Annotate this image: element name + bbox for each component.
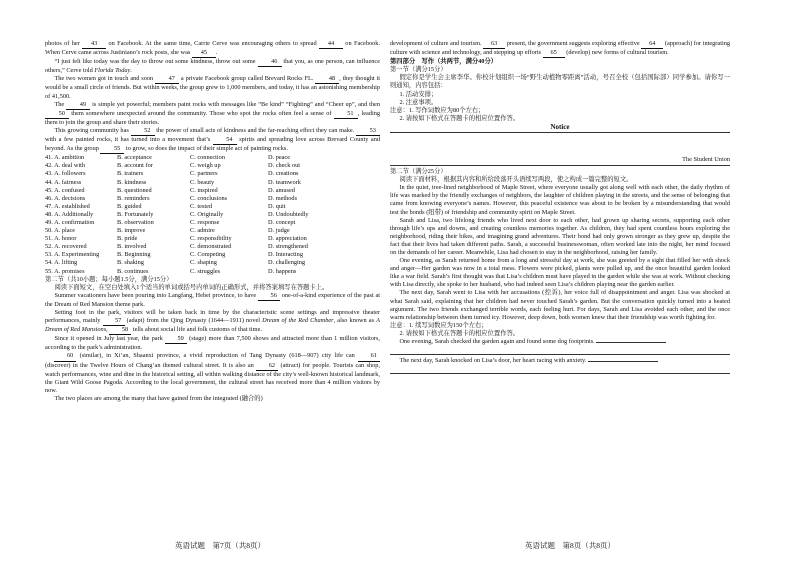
option: C. conclusions <box>190 194 228 202</box>
option: B. trainers <box>117 170 144 178</box>
writing-section1-instructions: 假定你是学生会主席李华。你校计划组织一场“野生动植物零距离”活动，号召全校（包括国际部）同学参加。请你写一则通知，内容包括： <box>390 74 730 90</box>
grammar-paragraph-1: Summer vacationers have been pouring into Langfang, Hebei province, to have 56 one-of-a-kind experience of the past at the Dream of Red Mansion theme park. <box>45 291 380 308</box>
blank-63: 63 <box>483 40 505 49</box>
grammar-paragraph-3: Since it opened in July last year, the park 59 (stage) more than 7,500 shows and attracted more than 1 million visitors, according to the park’s administration. <box>45 335 380 352</box>
blank-57: 57 <box>103 317 125 326</box>
option: D. Interacting <box>268 251 303 259</box>
option: C. responsibility <box>190 235 232 243</box>
cloze-paragraph-3: The two women got in touch and soon 47 a private Facebook group called Brevard Rocks FL. 48 , they thought it would be a small circle of friends. But within weeks, the group grew to 1,000 members, and today, it has an astonishing membership of 41,500. <box>45 75 380 100</box>
option: 50. A. place <box>45 227 76 235</box>
option: 55. A. promises <box>45 267 85 275</box>
option: C. response <box>190 218 220 226</box>
part4-title: 第四部分 写作（共两节，满分40分） <box>390 58 498 66</box>
answer-line <box>390 346 730 355</box>
blank-56: 56 <box>258 292 280 301</box>
writing-notes-2: 注意：1. 续写词数应为150个左右； <box>390 321 488 329</box>
option: 41. A. ambition <box>45 154 85 162</box>
blank-43: 43 <box>82 40 106 49</box>
answer-line <box>588 361 658 362</box>
cloze-paragraph-1: photos of her 43 on Facebook. At the same time, Carrie Cerve was encouraging others to spread 44 on Facebook. When Cerve came across Justiniano’s rock posts, she was 45 . <box>45 40 380 58</box>
cloze-paragraph-2: “I just felt like today was the day to throw out some kindness, throw out some 46 that you, as one person, can influence others,” Cerve told Florida Today. <box>45 58 380 75</box>
option: 46. A. decisions <box>45 194 86 202</box>
right-column <box>390 40 730 376</box>
cloze-options <box>45 154 380 275</box>
option: D. Undoubtedly <box>268 210 309 218</box>
blank-46: 46 <box>258 58 282 67</box>
blank-50: 50 <box>45 110 69 119</box>
option: 52. A. recovered <box>45 243 87 251</box>
option: D. amused <box>268 186 295 194</box>
answer-line <box>390 365 730 374</box>
option: D. challenging <box>268 259 306 267</box>
writing-note: 2. 请按如下格式在答题卡的相应位置作答。 <box>399 329 520 337</box>
story-paragraph-1: In the quiet, tree-lined neighborhood of Maple Street, where everyone usually got along well with each other, the daily rhythm of life was marked by the friendly exchanges of neighbors, the laughter of children playing in the streets, and the sense of belonging that came from knowing everyone’s names. However, this peaceful existence was about to be broken by a misunderstanding that would test the bonds (纽带) of friendship and community spirit on Maple Street. <box>390 184 730 216</box>
writing-section1-title: 第一节（满分15分） <box>390 66 447 74</box>
story-paragraph-2: Sarah and Lisa, two lifelong friends who lived next door to each other, had grown up sharing secrets, supporting each other through life’s ups and downs, and creating countless memories together. As children, they had spent countless hours exploring the neighborhood, riding their bikes, and imagining grand adventures. Their bond had only grown stronger as they grew up, despite the fact that their lives had taken different paths. Sarah, a successful businesswoman, often worked late into the night, her mind focused on the demands of her career. Meanwhile, Lisa had chosen to stay in the neighborhood, raising her family. <box>390 216 730 256</box>
story-paragraph-4: The next day, Sarah went to Lisa with her accusations (控诉), her voice full of disappointment and anger. Lisa was shocked at what Sarah said, explaining that her children had never touched Sarah’s garden. But the conversation quickly turned into a heated argument. The two friends exchanged terrible words, each feeling hurt. For days, Sarah and Lisa avoided each other, and the once warm relationship between them turned icy. However, deep down, both women knew that their friendship was worth fighting for. <box>390 289 730 321</box>
notice-answer-area <box>390 132 730 166</box>
option: B. involved <box>117 243 147 251</box>
option: B. guided <box>117 202 142 210</box>
writing-section2-instructions: 阅读下面材料，根据其内容和所给段落开头语续写两段，使之构成一篇完整的短文。 <box>399 176 633 184</box>
option: B. observation <box>117 218 154 226</box>
grammar-paragraph-5-cont: development of culture and tourism. 63 present, the government suggests exploring effective 64 (approach) for integrating culture with science and technology, and stepping up efforts 65 (develop) new forms of cultural tourism. <box>390 40 730 58</box>
option: D. quit <box>268 202 286 210</box>
option: C. shaping <box>190 259 217 267</box>
answer-line <box>596 342 666 343</box>
option: 48. A. Additionally <box>45 210 94 218</box>
grammar-paragraph-4: 60 (similar), in Xi’an, Shaanxi province, a vivid reproduction of Tang Dynasty (618—907) city life can 61 (discover) in the Twelve Hours of Chang’an themed cultural street. It is also an 62 (attract) for people. Tourists can shop, watch performances, wine and dine in the historical setting, all within walking distance of the city’s well-known historical landmark, the Giant Wild Goose Pagoda. According to the local government, the cultural street has received more than 4 million visitors by now. <box>45 352 380 394</box>
option: D. creations <box>268 170 299 178</box>
option: 54. A. lifting <box>45 259 78 267</box>
option: D. appreciation <box>268 235 307 243</box>
blank-59: 59 <box>165 335 187 344</box>
section2-title: 第二节（共10小题；每小题1.5分，满分15分） <box>45 275 173 283</box>
option: C. weigh up <box>190 162 221 170</box>
writing-point: 2. 注意事项。 <box>399 98 438 106</box>
option: C. inspired <box>190 186 218 194</box>
option: 47. A. established <box>45 202 90 210</box>
option: B. acceptance <box>117 154 152 162</box>
blank-64: 64 <box>641 40 663 49</box>
option: D. judge <box>268 227 290 235</box>
option: B. Beginning <box>117 251 151 259</box>
option: B. questioned <box>117 186 152 194</box>
option: C. Originally <box>190 210 224 218</box>
blank-54: 54 <box>213 136 237 145</box>
blank-52: 52 <box>131 127 155 136</box>
option: B. shaking <box>117 259 144 267</box>
option: B. Fortunately <box>117 210 154 218</box>
option: C. beauty <box>190 178 215 186</box>
writing-point: 1. 活动安排； <box>399 90 438 98</box>
option: 49. A. confirmation <box>45 218 95 226</box>
left-column <box>45 40 380 403</box>
blank-53: 53 <box>356 127 380 136</box>
cloze-paragraph-4: The 49 is simple yet powerful; members paint rocks with messages like “Be kind” “Fighting” and “Cheer up”, and then 50 them somewhere unexpected around the community. Those who spot the rocks often feel a sense of 51 , leading them to join the group and share their stories. <box>45 100 380 126</box>
blank-62: 62 <box>256 362 278 371</box>
option: C. tested <box>190 202 213 210</box>
blank-60: 60 <box>54 352 76 361</box>
blank-65: 65 <box>543 49 565 58</box>
option: D. methods <box>268 194 298 202</box>
option: C. Competing <box>190 251 226 259</box>
option: D. check out <box>268 162 300 170</box>
blank-51: 51 <box>334 110 358 119</box>
option: D. concept <box>268 218 296 226</box>
option: D. teamwork <box>268 178 301 186</box>
option: 53. A. Experimenting <box>45 251 100 259</box>
option: 51. A. honor <box>45 235 77 243</box>
notice-title: Notice <box>550 122 570 131</box>
option: B. reminders <box>117 194 150 202</box>
option: C. demonstrated <box>190 243 232 251</box>
page-footer-left: 英语试题 第7页（共8页） <box>175 541 265 550</box>
option: C. admire <box>190 227 215 235</box>
blank-49: 49 <box>66 101 90 110</box>
option: B. account for <box>117 162 153 170</box>
grammar-paragraph-5: The two places are among the many that have gained from the integrated (融合的) <box>54 394 263 402</box>
option: 44. A. fairness <box>45 178 82 186</box>
option: D. happens <box>268 267 297 275</box>
section2-instructions: 阅读下面短文，在空白处填入1个适当的单词或括号内单词的正确形式，并将答案填写在答题卡上。 <box>54 283 329 291</box>
notice-signature: The Student Union <box>682 155 730 163</box>
blank-58: 58 <box>109 326 131 335</box>
option: B. continues <box>117 267 149 275</box>
continuation-start-1: One evening, Sarah checked the garden again and found some dog footprints. <box>390 338 730 346</box>
option: C. struggles <box>190 267 221 275</box>
option: 45. A. confused <box>45 186 85 194</box>
writing-section2-title: 第二节（满分25分） <box>390 168 447 176</box>
writing-notes-1: 注意：1. 写作词数应为80个左右； <box>390 106 485 114</box>
blank-61: 61 <box>358 352 380 361</box>
blank-45: 45 <box>192 49 216 58</box>
cloze-paragraph-5: This growing community has 52 the power of small acts of kindness and the far-reaching effect they can make. 53 with a few painted rocks, it has turned into a movement that’s 54 spirits and spreading love across Brevard County and beyond. As the group 55 to grow, so does the impact of their simple act of painting rocks. <box>45 127 380 154</box>
option: D. strengthened <box>268 243 308 251</box>
writing-note: 2. 请按如下格式在答题卡的相应位置作答。 <box>399 114 520 122</box>
option: B. pride <box>117 235 138 243</box>
grammar-paragraph-2: Setting foot in the park, visitors will be taken back in time by the characteristic scene settings and impressive theater performances, mainly 57 (adapt) from the Qing Dynasty (1644—1911) novel Dream of the Red Chamber, also known as A Dream of Red Mansions, 58 tells about social life and folk customs of that time. <box>45 309 380 335</box>
option: 42. A. deal with <box>45 162 86 170</box>
blank-44: 44 <box>319 40 343 49</box>
option: C. connection <box>190 154 225 162</box>
option: 43. A. followers <box>45 170 86 178</box>
page-footer-right: 英语试题 第8页（共8页） <box>525 541 615 550</box>
option: B. improve <box>117 227 146 235</box>
blank-47: 47 <box>155 75 179 84</box>
option: D. peace <box>268 154 291 162</box>
blank-48: 48 <box>315 75 339 84</box>
blank-55: 55 <box>100 145 124 154</box>
continuation-start-2: The next day, Sarah knocked on Lisa’s door, her heart racing with anxiety. <box>390 357 730 365</box>
option: B. kindness <box>117 178 147 186</box>
story-paragraph-3: One evening, as Sarah returned home from a long and stressful day at work, she was greeted by a sight that filled her with shock and anger—Her garden was now in a total mess. Flowers were picked, plants were pulled up, and the once beautiful garden looked like a war field. Sarah’s first thought was that Lisa’s children must have played in the garden while she was at work. Without checking with Lisa directly, she spoke to her husband, who had indeed seen Lisa’s children playing near the garden earlier. <box>390 257 730 289</box>
option: C. partners <box>190 170 218 178</box>
